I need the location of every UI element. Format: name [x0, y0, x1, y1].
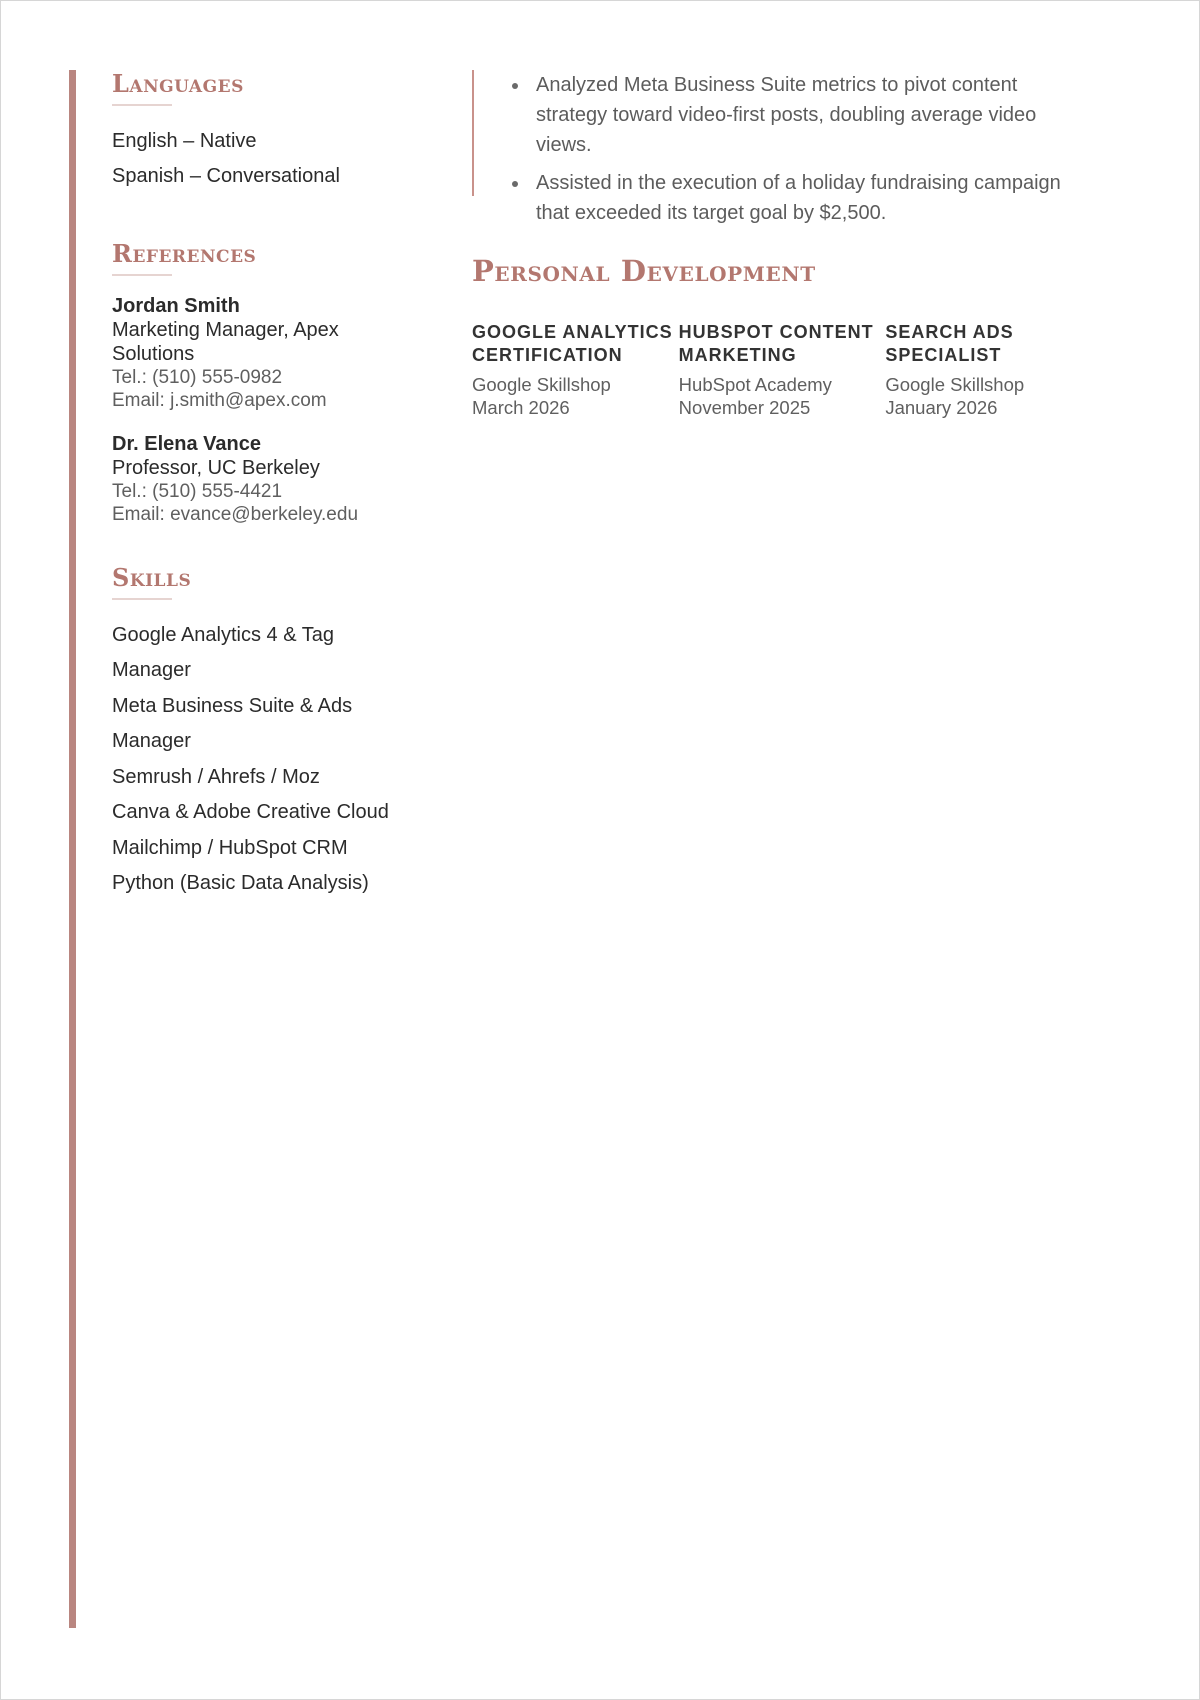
- certification: [885, 321, 1092, 419]
- certification-issuer: HubSpot Academy: [678, 373, 832, 395]
- sidebar-accent-bar: [69, 70, 76, 1628]
- heading-rule: [112, 104, 172, 106]
- certification: [472, 321, 679, 419]
- experience-bullet: [508, 168, 1092, 228]
- certification-name: SEARCH ADS SPECIALIST: [885, 321, 1014, 365]
- reference-email: Email: j.smith@apex.com: [112, 389, 327, 411]
- skill-item: Manager: [112, 730, 191, 753]
- certification-issuer: Google Skillshop: [885, 373, 1025, 395]
- skill-item: Manager: [112, 659, 191, 682]
- skill-item: Semrush / Ahrefs / Moz: [112, 765, 320, 788]
- skill-item: Meta Business Suite & Ads: [112, 694, 353, 717]
- reference-title: Professor, UC Berkeley: [112, 456, 320, 479]
- certifications-row: [472, 321, 1092, 419]
- certification-name: GOOGLE ANALYTICS CERTIFICATION: [472, 321, 673, 365]
- reference-phone: Tel.: (510) 555-0982: [112, 366, 283, 388]
- reference-name: Dr. Elena Vance: [112, 432, 261, 455]
- languages-heading: Languages: [112, 69, 244, 98]
- reference-entry: [112, 432, 412, 526]
- bullet-dot-icon: [512, 181, 518, 187]
- reference-name: Jordan Smith: [112, 294, 240, 317]
- references-section: [112, 240, 412, 526]
- experience-bullets: [508, 70, 1092, 228]
- language-item: English – Native: [112, 129, 257, 152]
- skill-item: Mailchimp / HubSpot CRM: [112, 836, 348, 859]
- reference-title: Marketing Manager, Apex Solutions: [112, 318, 339, 365]
- languages-section: [112, 70, 412, 240]
- certification-date: January 2026: [885, 396, 998, 418]
- skill-item: Python (Basic Data Analysis): [112, 872, 369, 895]
- certification: [679, 321, 886, 419]
- skill-item: Canva & Adobe Creative Cloud: [112, 801, 389, 824]
- right-column: [472, 70, 1092, 419]
- language-item: Spanish – Conversational: [112, 164, 340, 187]
- reference-entry: [112, 294, 412, 412]
- bullet-dot-icon: [512, 83, 518, 89]
- references-heading: References: [112, 239, 257, 268]
- personal-development-heading: Personal Development: [472, 254, 816, 288]
- left-column: [112, 70, 412, 902]
- experience-continuation: [472, 70, 1092, 224]
- certification-date: March 2026: [472, 396, 570, 418]
- certification-name: HUBSPOT CONTENT MARKETING: [678, 321, 874, 365]
- heading-rule: [112, 598, 172, 600]
- heading-rule: [112, 274, 172, 276]
- bullet-text: Assisted in the execution of a holiday fundraising campaign that exceeded its target goal by $2,500.: [536, 172, 1061, 224]
- reference-phone: Tel.: (510) 555-4421: [112, 480, 283, 502]
- skills-section: [112, 564, 412, 902]
- skill-item: Google Analytics 4 & Tag: [112, 623, 334, 646]
- experience-bullet: [508, 70, 1092, 160]
- certification-issuer: Google Skillshop: [472, 373, 611, 395]
- bullet-text: Analyzed Meta Business Suite metrics to pivot content strategy toward video-first posts, doubling average video views.: [536, 74, 1037, 156]
- skills-heading: Skills: [112, 562, 192, 592]
- reference-email: Email: evance@berkeley.edu: [112, 503, 359, 525]
- certification-date: November 2025: [678, 396, 811, 418]
